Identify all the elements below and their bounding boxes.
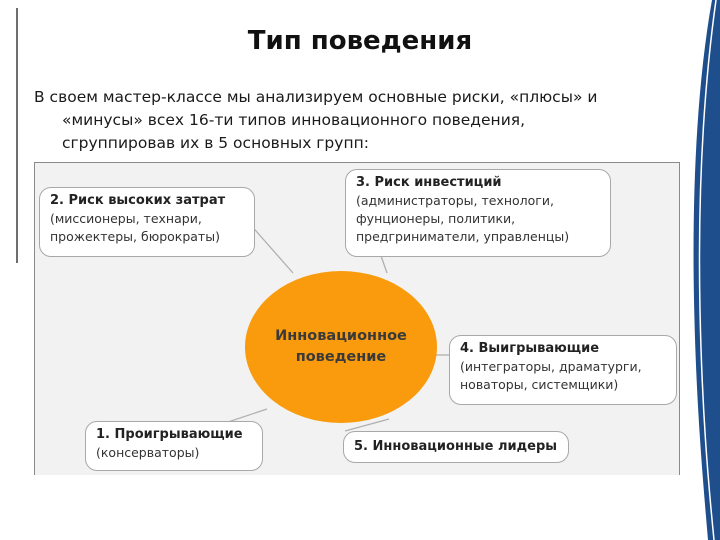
diagram-frame	[34, 162, 680, 475]
intro-line: сгруппировав их в 5 основных групп:	[62, 134, 369, 152]
slide-edge-decoration	[688, 0, 720, 540]
group-members-line: (миссионеры, технари,	[50, 211, 202, 226]
group-box-investments	[345, 169, 611, 257]
center-label-line: поведение	[295, 349, 387, 365]
group-members-line: фунционеры, политики,	[356, 211, 516, 226]
group-title: 3. Риск инвестиций	[356, 175, 502, 190]
group-members-line: (администраторы, технологи,	[356, 193, 554, 208]
center-label	[275, 326, 407, 368]
intro-paragraph	[34, 86, 682, 155]
group-members-line: новаторы, системщики)	[460, 377, 619, 392]
intro-line: «минусы» всех 16-ти типов инновационного поведения,	[62, 111, 526, 129]
center-ellipse	[245, 271, 437, 423]
group-box-winners	[449, 335, 677, 405]
group-title: 4. Выигрывающие	[460, 341, 600, 356]
intro-line: В своем мастер-классе мы анализируем основные риски, «плюсы» и	[34, 88, 598, 106]
connector-group-2	[249, 223, 293, 273]
group-title: 5. Инновационные лидеры	[354, 439, 558, 454]
group-box-high-costs	[39, 187, 255, 257]
center-label-line: Инновационное	[275, 328, 407, 344]
slide-title: Тип поведения	[247, 26, 473, 56]
group-title: 2. Риск высоких затрат	[50, 193, 226, 208]
group-box-innovation-leaders	[343, 431, 569, 463]
group-members-line: предгриниматели, управленцы)	[356, 229, 570, 244]
group-members-line: (интеграторы, драматурги,	[460, 359, 642, 374]
group-members-line: прожектеры, бюрократы)	[50, 229, 220, 244]
group-title: 1. Проигрывающие	[96, 427, 243, 442]
group-members-line: (консерваторы)	[96, 445, 200, 460]
group-box-losers	[85, 421, 263, 471]
